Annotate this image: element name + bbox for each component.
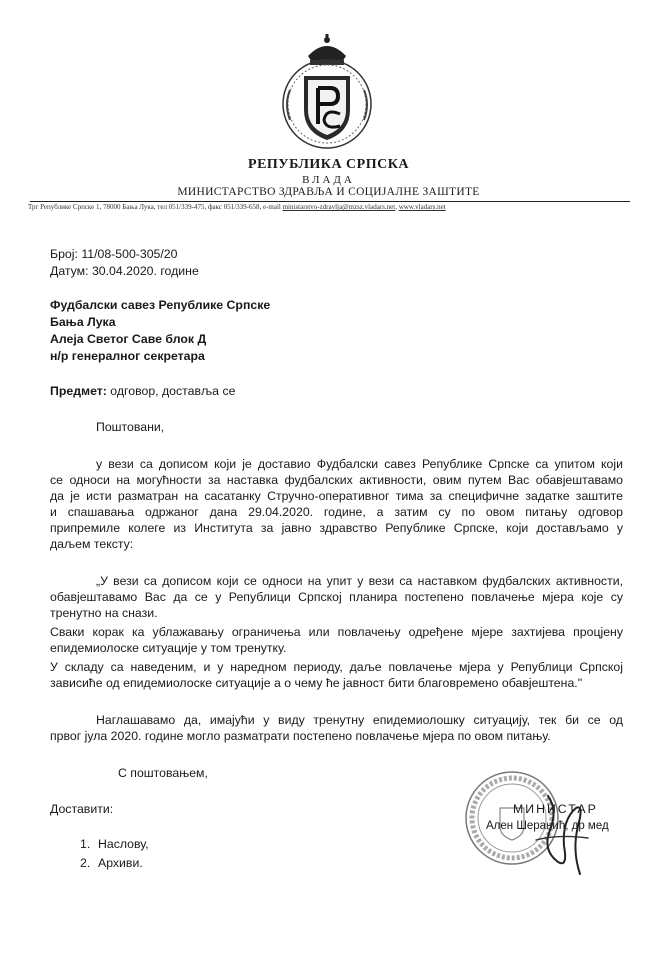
quote-line: обавјештавамо Вас да се у Републици Српској планира постепено повлачење мјера које су: [50, 590, 623, 604]
quote-line: зависиће од епидемиолоске ситуације а о чему ће јавност бити благовремено обавјештена.": [50, 676, 583, 690]
paragraph2-line: Наглашавамо да, имајући у виду тренутну епидемиолошку ситуацију, тек би се од: [96, 713, 623, 727]
signature-title: МИНИСТАР: [513, 802, 598, 816]
deliver-list-item: 1. Наслову,: [80, 837, 149, 851]
paragraph1-line: и спашавања одржаног дана 29.04.2020. године, а затим су по овом питању одговор: [50, 505, 623, 519]
quote-line: Сваки корак ка ублажавању ограничења или повлачењу одређене мјере захтијева процјену: [50, 625, 623, 639]
coat-of-arms-logo: [268, 32, 386, 152]
closing-salutation: С поштовањем,: [118, 766, 208, 780]
quote-line: „У вези са дописом који се односи на упит у вези са наставком фудбалских активности,: [96, 574, 623, 588]
reference-number: Број: 11/08-500-305/20: [50, 247, 178, 261]
quote-line: тренутно на снази.: [50, 606, 158, 620]
recipient-city: Бања Лука: [50, 315, 116, 329]
document-date: Датум: 30.04.2020. године: [50, 264, 199, 278]
paragraph2-line: првог јула 2020. године могло разматрати постепено повлачење мјера по овом питању.: [50, 729, 551, 743]
letterhead-divider: [30, 201, 630, 202]
letterhead-ministry: МИНИСТАРСТВО ЗДРАВЉА И СОЦИЈАЛНЕ ЗАШТИТЕ: [177, 186, 480, 198]
paragraph1-line: да је исти разматран на сасатанку Стручно-оперативног тима за специфичне задатке заштите: [50, 489, 623, 503]
recipient-name: Фудбалски савез Републике Српске: [50, 298, 271, 312]
letterhead-contact: Трг Републике Српске 1, 78000 Бања Лука, тел 051/339-475, факс 051/339-658, e-mail ministarstvo-zdravlja@mzsz.vladars.net, www.vladars.net: [28, 203, 446, 211]
deliver-list-item: 2. Архиви.: [80, 856, 143, 870]
contact-email-link[interactable]: ministarstvo-zdravlja@mzsz.vladars.net: [282, 203, 396, 211]
greeting: Поштовани,: [96, 420, 165, 434]
subject-label: Предмет:: [50, 384, 107, 398]
quote-line: епидемиолоске ситуације у том тренутку.: [50, 641, 287, 655]
contact-web-link[interactable]: www.vladars.net: [398, 203, 446, 211]
letterhead-country: РЕПУБЛИКА СРПСКА: [248, 157, 409, 172]
paragraph1-line: припремиле колеге из Института за јавно здравство Републике Српске, који достављамо у: [50, 521, 623, 535]
recipient-address: Алеја Светог Саве блок Д: [50, 332, 207, 346]
subject-line: [50, 383, 235, 399]
signature-name: Ален Шеранић, др мед: [486, 820, 609, 832]
letterhead-government: ВЛАДА: [302, 174, 355, 186]
paragraph1-line: се односи на могућности за наставка фудбалских активности, овим путем Вас обавјештавамо: [50, 473, 623, 487]
recipient-attention: н/р генералног секретара: [50, 349, 205, 363]
subject-text: одговор, доставља се: [106, 384, 236, 398]
paragraph1-line: даљем тексту:: [50, 537, 134, 551]
handwritten-signature: [528, 790, 598, 880]
paragraph1-line: у вези са дописом који је доставио Фудбалски савез Републике Српске са упитом који: [96, 457, 623, 471]
quote-line: У складу са наведеним, и у наредном периоду, даље повлачење мјера у Републици Српској: [50, 660, 623, 674]
deliver-label: Доставити:: [50, 802, 114, 816]
